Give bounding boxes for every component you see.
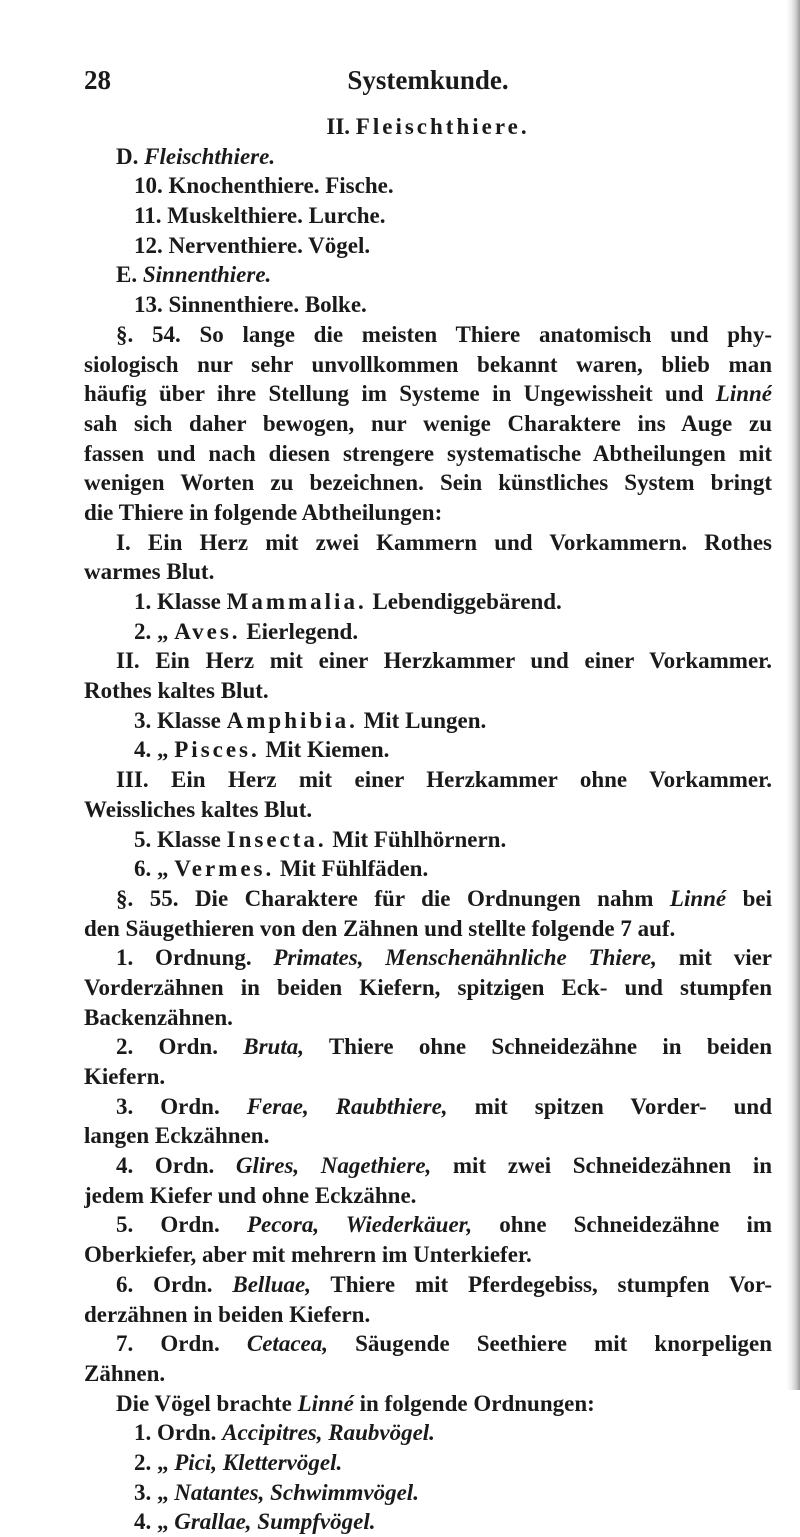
text-span: Vermes.: [174, 856, 275, 882]
text-span: Eierlegend.: [240, 618, 359, 644]
text-line: [84, 350, 772, 380]
text-span: 2. „: [134, 1449, 175, 1475]
text-line: [84, 112, 772, 142]
text-line: [84, 1151, 772, 1181]
text-span: 4. „: [134, 1509, 175, 1535]
text-span: 4. „: [134, 737, 175, 763]
text-span: D.: [116, 143, 145, 169]
page-number: 28: [84, 65, 111, 95]
text-span: warmes Blut.: [84, 559, 215, 585]
text-line: [84, 1359, 772, 1389]
text-span: derzähnen in beiden Kiefern.: [84, 1301, 371, 1327]
text-line: [84, 825, 772, 855]
text-line: [84, 1448, 772, 1478]
text-span: Thiere ohne Schneidezähne in beiden: [303, 1034, 772, 1060]
text-line: [84, 1003, 772, 1033]
text-line: [84, 587, 772, 617]
text-span: Accipitres, Raubvögel.: [222, 1420, 435, 1446]
text-span: 6. „: [134, 856, 175, 882]
text-line: [84, 795, 772, 825]
text-span: Zähnen.: [84, 1360, 166, 1386]
text-span: 13. Sinnenthiere. Bolke.: [134, 292, 367, 318]
text-line: [84, 1389, 772, 1419]
text-span: E.: [116, 262, 143, 288]
text-span: Linné: [669, 885, 727, 911]
text-line: [84, 765, 772, 795]
text-span: III. Ein Herz mit einer Herzkammer ohne Vorkammer.: [116, 767, 772, 793]
text-line: [84, 706, 772, 736]
text-line: [84, 260, 772, 290]
text-span: Mit Lungen.: [357, 707, 487, 733]
text-line: [84, 1210, 772, 1240]
text-span: Weissliches kaltes Blut.: [84, 796, 313, 822]
text-span: 3. „: [134, 1479, 175, 1505]
text-line: [84, 171, 772, 201]
text-line: [84, 943, 772, 973]
text-line: [84, 1507, 772, 1537]
text-span: Glires, Nagethiere,: [235, 1153, 432, 1179]
text-span: Grallae, Sumpfvögel.: [174, 1509, 376, 1535]
text-span: 3. Ordn.: [116, 1093, 247, 1119]
text-span: 5. Ordn.: [116, 1212, 247, 1238]
text-span: Lebendiggebärend.: [366, 589, 562, 614]
text-span: wenigen Worten zu bezeichnen. Sein künstliches System bringt: [84, 470, 772, 496]
page-header: [84, 60, 772, 100]
text-span: bei: [726, 885, 772, 911]
text-span: Pecora, Wiederkäuer,: [246, 1212, 473, 1238]
text-span: Insecta.: [226, 826, 327, 852]
page-edge-shadow: [786, 0, 800, 1390]
text-span: Bruta,: [243, 1034, 304, 1060]
text-line: [84, 1121, 772, 1151]
text-line: [84, 439, 772, 469]
text-span: 3. Klasse: [134, 707, 227, 733]
text-span: Linné: [715, 381, 772, 407]
text-span: 5. Klasse: [134, 826, 227, 852]
text-line: [84, 409, 772, 439]
text-line: [84, 884, 772, 914]
text-span: Linné: [297, 1390, 354, 1416]
text-line: [84, 290, 772, 320]
text-span: mit zwei Schneidezähnen in: [431, 1153, 772, 1179]
text-line: [84, 1032, 772, 1062]
text-span: Natantes, Schwimmvögel.: [174, 1479, 419, 1505]
text-span: 4. Ordn.: [116, 1153, 236, 1179]
text-span: Rothes kaltes Blut.: [84, 678, 269, 704]
text-line: [84, 1329, 772, 1359]
text-span: Primates, Menschenähnliche Thiere,: [273, 945, 657, 971]
text-span: jedem Kiefer und ohne Eckzähne.: [84, 1182, 417, 1208]
text-span: II. Ein Herz mit einer Herzkammer und einer Vorkammer.: [116, 648, 772, 674]
text-span: I. Ein Herz mit zwei Kammern und Vorkammern. Rothes: [116, 529, 772, 555]
text-span: den Säugethieren von den Zähnen und stellte folgende 7 auf.: [84, 915, 676, 941]
text-line: [84, 1240, 772, 1270]
text-line: [84, 231, 772, 261]
text-line: [84, 914, 772, 944]
text-span: Fleischthiere.: [144, 143, 276, 169]
text-span: Fleischthiere.: [355, 114, 530, 139]
text-span: 12. Nerventhiere. Vögel.: [134, 232, 371, 258]
text-span: §. 54. So lange die meisten Thiere anatomisch und phy-: [116, 321, 772, 347]
text-span: mit spitzen Vorder- und: [447, 1093, 772, 1119]
running-head: Systemkunde.: [347, 65, 509, 95]
text-span: Cetacea,: [246, 1331, 328, 1357]
text-span: 7. Ordn.: [116, 1331, 247, 1357]
text-line: [84, 142, 772, 172]
text-span: 1. Klasse: [134, 589, 227, 614]
text-span: in folgende Ordnungen:: [353, 1390, 595, 1416]
text-line: [84, 468, 772, 498]
text-line: [84, 1270, 772, 1300]
text-span: Sinnenthiere.: [142, 262, 272, 288]
text-line: [84, 617, 772, 647]
text-span: Pici, Klettervögel.: [174, 1449, 343, 1475]
text-line: [84, 498, 772, 528]
text-span: §. 55. Die Charaktere für die Ordnungen nahm: [116, 885, 670, 911]
text-span: 6. Ordn.: [116, 1271, 233, 1297]
text-line: [84, 201, 772, 231]
text-span: 11. Muskelthiere. Lurche.: [134, 203, 386, 229]
text-span: Oberkiefer, aber mit mehrern im Unterkiefer.: [84, 1242, 532, 1268]
text-span: Vorderzähnen in beiden Kiefern, spitzigen Eck- und stumpfen: [84, 974, 772, 1000]
text-span: II.: [326, 114, 356, 139]
text-span: 2. „: [134, 618, 175, 644]
text-line: [84, 1478, 772, 1508]
text-line: [84, 676, 772, 706]
text-span: Säugende Seethiere mit knorpeligen: [327, 1331, 772, 1357]
text-span: langen Eckzähnen.: [84, 1123, 270, 1149]
body-text: [84, 112, 772, 1537]
text-span: Belluae,: [232, 1271, 311, 1297]
text-span: Kiefern.: [84, 1064, 166, 1089]
text-span: 1. Ordn.: [134, 1420, 223, 1446]
text-span: siologisch nur sehr unvollkommen bekannt waren, blieb man: [84, 351, 772, 377]
text-line: [84, 379, 772, 409]
text-line: [84, 1418, 772, 1448]
text-span: die Thiere in folgende Abtheilungen:: [84, 499, 443, 525]
text-span: Backenzähnen.: [84, 1004, 233, 1030]
text-span: Mammalia.: [226, 589, 367, 614]
text-line: [84, 528, 772, 558]
text-span: ohne Schneidezähne im: [472, 1212, 772, 1238]
text-span: 10. Knochenthiere. Fische.: [134, 173, 394, 199]
text-span: Mit Fühlfäden.: [274, 856, 429, 882]
text-line: [84, 735, 772, 765]
text-span: Amphibia.: [226, 707, 358, 733]
text-line: [84, 1062, 772, 1092]
text-line: [84, 320, 772, 350]
text-span: 1. Ordnung.: [116, 945, 274, 971]
text-span: Mit Kiemen.: [259, 737, 390, 763]
text-line: [84, 1181, 772, 1211]
text-line: [84, 854, 772, 884]
text-span: fassen und nach diesen strengere systematische Abtheilungen mit: [84, 440, 772, 466]
text-span: Die Vögel brachte: [116, 1390, 298, 1416]
text-span: Thiere mit Pferdegebiss, stumpfen Vor-: [310, 1271, 772, 1297]
text-span: Pisces.: [174, 737, 260, 763]
text-span: sah sich daher bewogen, nur wenige Charaktere ins Auge zu: [84, 410, 772, 436]
text-line: [84, 646, 772, 676]
text-span: Aves.: [174, 618, 241, 644]
text-span: mit vier: [656, 945, 772, 971]
text-line: [84, 557, 772, 587]
text-line: [84, 973, 772, 1003]
text-span: Mit Fühlhörnern.: [326, 826, 507, 852]
text-span: häufig über ihre Stellung im Systeme in Ungewissheit und: [84, 381, 716, 407]
text-span: 2. Ordn.: [116, 1034, 244, 1060]
text-line: [84, 1300, 772, 1330]
text-line: [84, 1092, 772, 1122]
text-span: Ferae, Raubthiere,: [246, 1093, 448, 1119]
